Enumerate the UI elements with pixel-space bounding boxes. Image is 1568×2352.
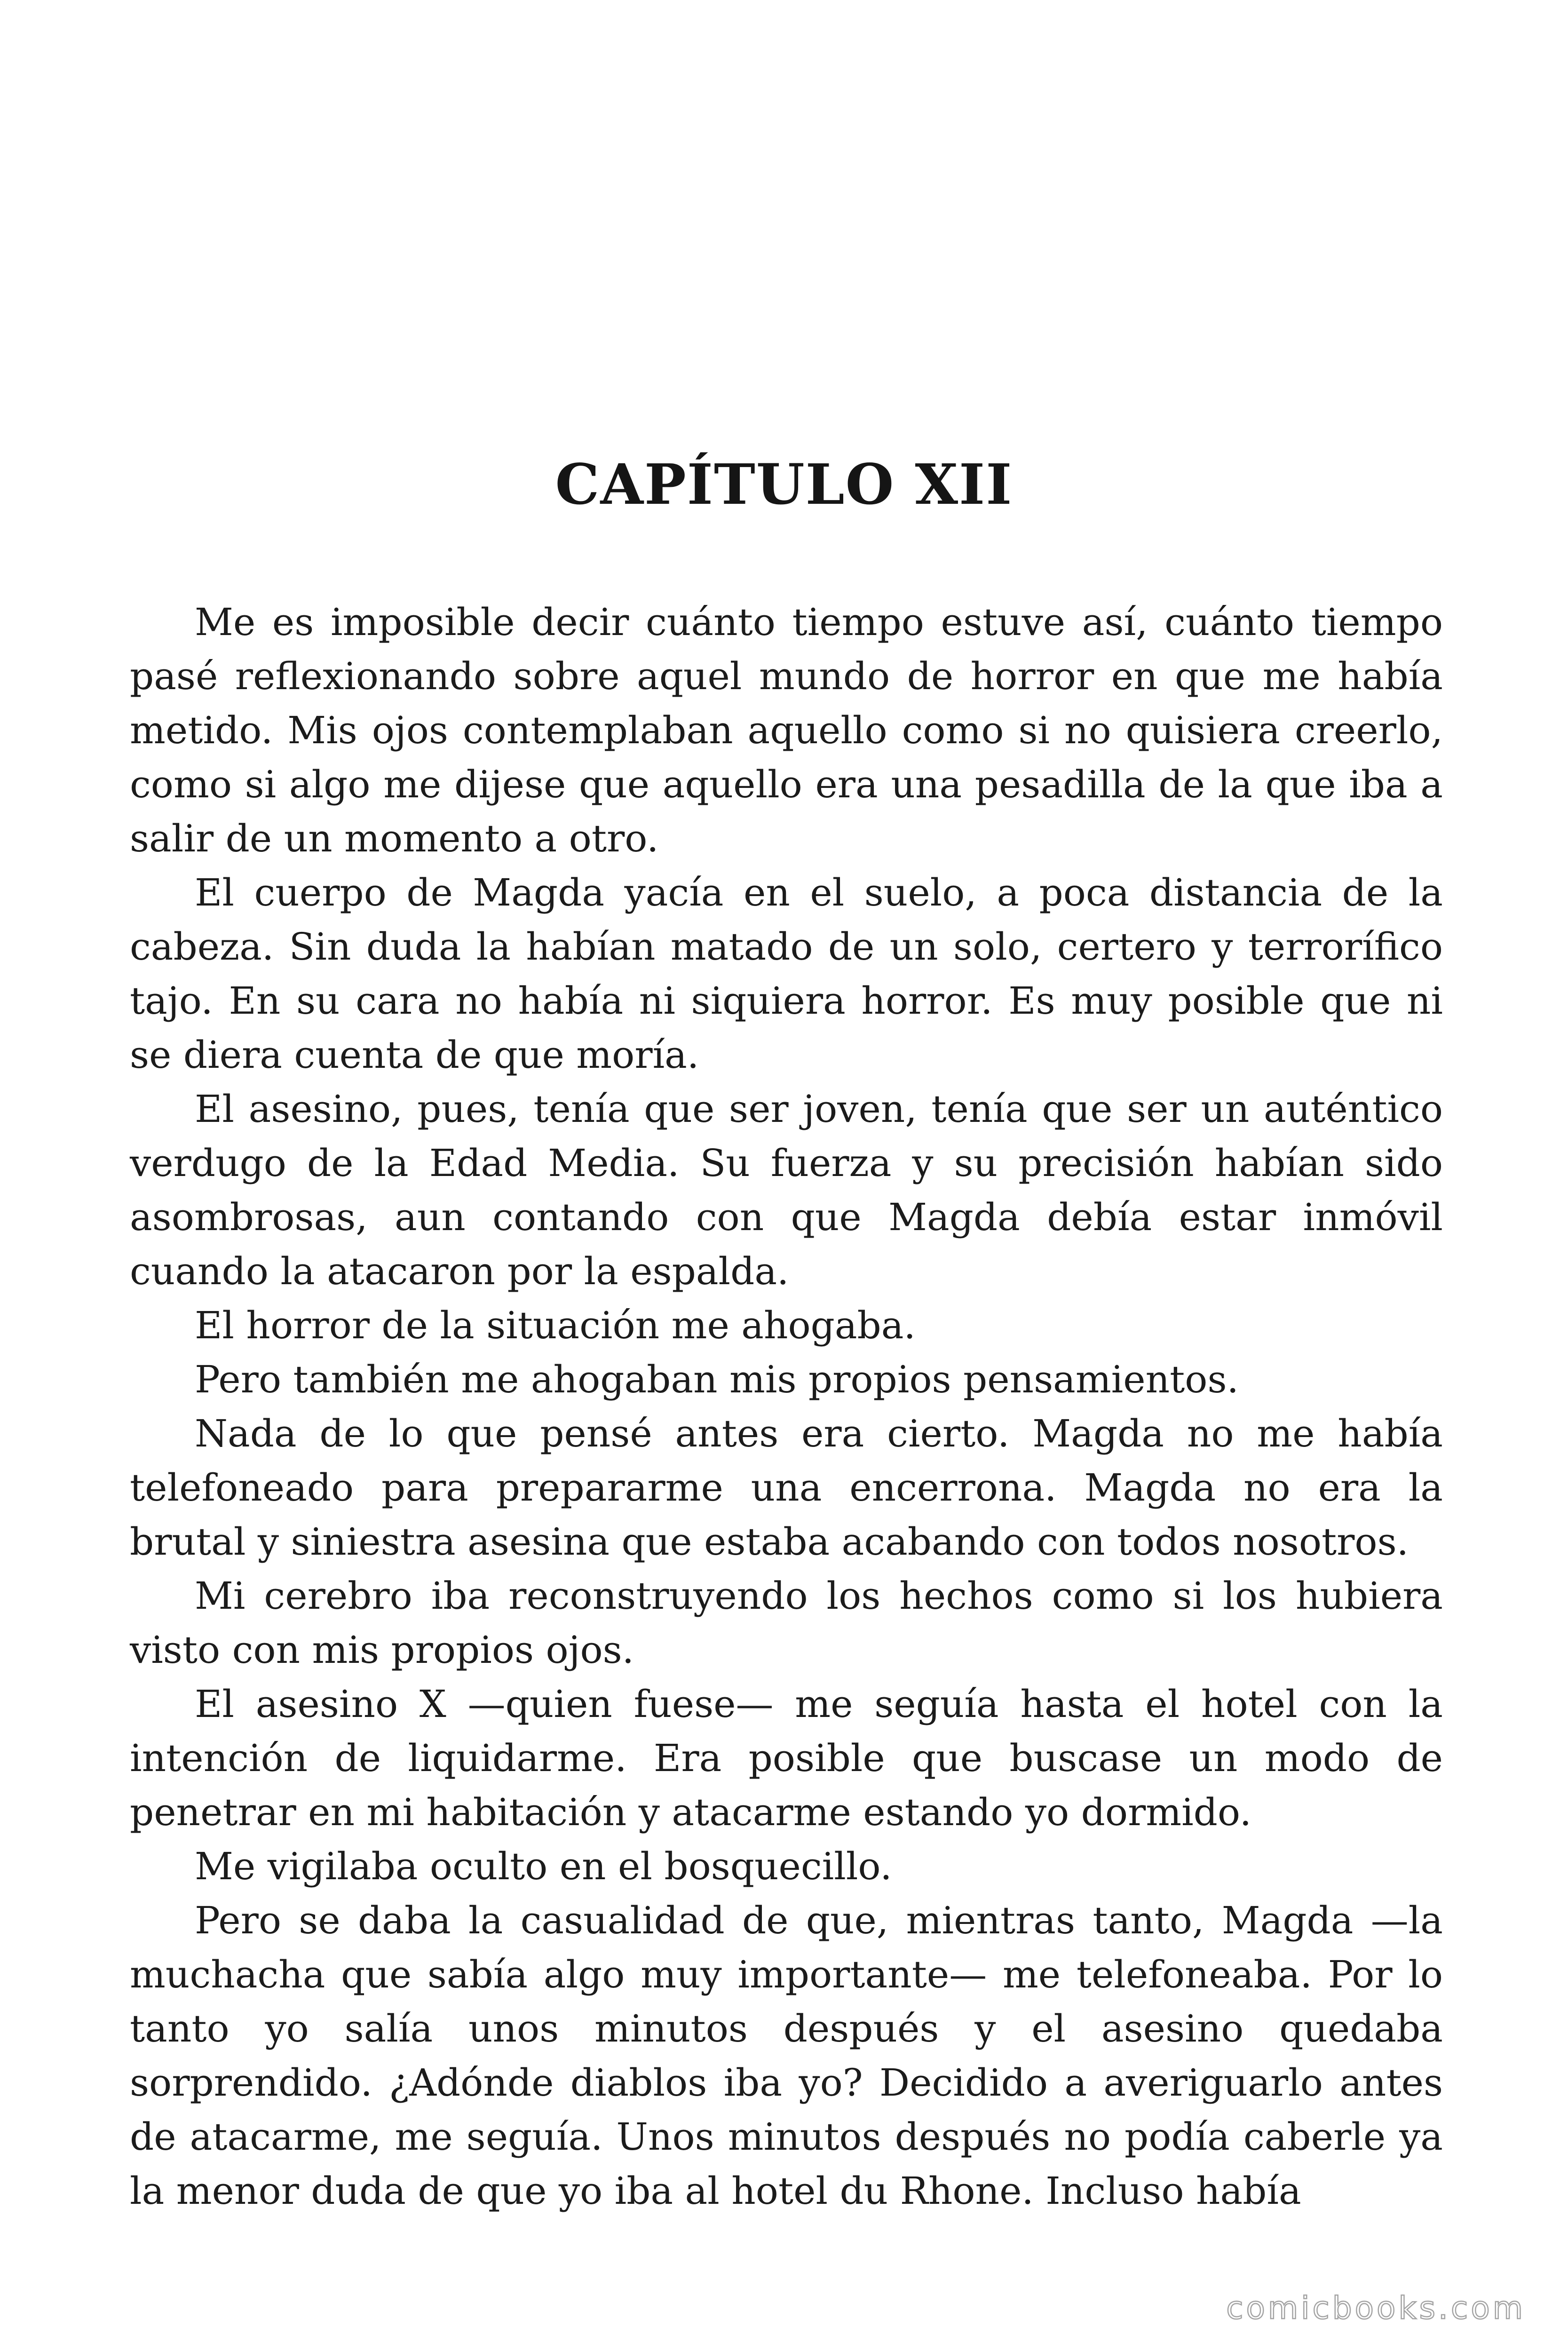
paragraph: Me vigilaba oculto en el bosquecillo. xyxy=(195,1844,892,1888)
watermark: comicbooks.com xyxy=(1226,2290,1526,2326)
paragraph: El horror de la situación me ahogaba. xyxy=(195,1303,916,1347)
paragraph: El cuerpo de Magda yacía en el suelo, a poca distancia de la cabeza. Sin duda la habían matado de un solo, certero y terrorífico tajo. En su cara no había ni siquiera horror. Es muy posible que ni se diera cuenta de que moría. xyxy=(130,871,1443,1077)
paragraph: Mi cerebro iba reconstruyendo los hechos como si los hubiera visto con mis propios ojos. xyxy=(130,1574,1443,1672)
paragraph: Nada de lo que pensé antes era cierto. Magda no me había telefoneado para prepararme una encerrona. Magda no era la brutal y siniestra asesina que estaba acabando con todos nosotros. xyxy=(130,1412,1443,1564)
paragraph: El asesino X —quien fuese— me seguía hasta el hotel con la intención de liquidarme. Era posible que buscase un modo de penetrar en mi habitación y atacarme estando yo dormido. xyxy=(130,1682,1443,1834)
chapter-body xyxy=(130,595,1443,2218)
paragraph: Pero se daba la casualidad de que, mientras tanto, Magda —la muchacha que sabía algo muy importante— me telefoneaba. Por lo tanto yo salía unos minutos después y el asesino quedaba sorprendido. ¿Adónde diablos iba yo? Decidido a averiguarlo antes de atacarme, me seguía. Unos minutos después no podía caberle ya la menor duda de que yo iba al hotel du Rhone. Incluso había xyxy=(130,1899,1443,2213)
paragraph: Me es imposible decir cuánto tiempo estuve así, cuánto tiempo pasé reflexionando sobre aquel mundo de horror en que me había metido. Mis ojos contemplaban aquello como si no quisiera creerlo, como si algo me dijese que aquello era una pesadilla de la que iba a salir de un momento a otro. xyxy=(130,600,1443,860)
paragraph: El asesino, pues, tenía que ser joven, tenía que ser un auténtico verdugo de la Edad Media. Su fuerza y su precisión habían sido asombrosas, aun contando con que Magda debía estar inmóvil cuando la atacaron por la espalda. xyxy=(130,1087,1443,1293)
chapter-title: CAPÍTULO XII xyxy=(555,452,1013,517)
paragraph: Pero también me ahogaban mis propios pensamientos. xyxy=(195,1358,1239,1401)
